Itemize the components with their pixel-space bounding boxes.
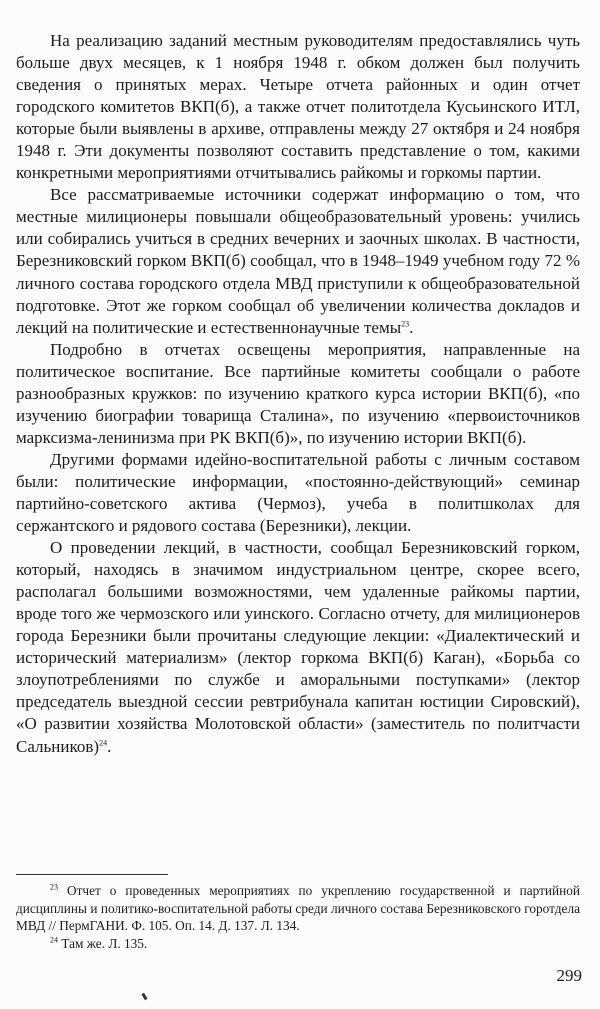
footnote-23 [16,882,580,935]
paragraph-2-end: . [409,317,414,337]
footnotes [16,874,580,952]
paragraph-2-text: Все рассматриваемые источники содержат информацию о том, что местные милиционеры повышали общеобразовательный уровень: учились или собирались учиться в средних вечерних и заочных школах. В частности, Березниковский горком ВКП(б) сообщал, что в 1948–1949 учебном году 72 % личного состава городского отдела МВД приступили к общеобразовательной подготовке. Этот же горком сообщал об увеличении количества докладов и лекций на политические и естественнонаучные темы [16,185,580,337]
paragraph-5 [16,537,580,757]
paragraph-4: Другими формами идейно-воспитательной работы с личным составом были: политические информации, «постоянно-действующий» семинар партийно-советского актива (Чермоз), учеба в политшколах для сержантского и рядового состава (Березники), лекции. [16,449,580,536]
paragraph-3: Подробно в отчетах освещены мероприятия, направленные на политическое воспитание. Все партийные комитеты сообщали о работе разнообразных кружков: по изучению краткого курса истории ВКП(б), «по изучению биографии товарища Сталина», по изучению «первоисточников марксизма-ленинизма при РК ВКП(б)», по изучению истории ВКП(б). [16,339,580,447]
footnote-24 [16,935,580,953]
footnote-23-text: Отчет о проведенных мероприятиях по укреплению государственной и партийной дисциплины и политико-воспитательной работы среди личного состава Березниковского горотдела МВД // ПермГАНИ. Ф. 105. Оп. 14. Д. 137. Л. 134. [16,883,581,933]
footnote-24-number: 24 [50,935,58,945]
paragraph-1: На реализацию заданий местным руководителям предоставлялись чуть больше двух месяцев, к 1 ноября 1948 г. обком должен был получить сведения о принятых мерах. Четыре отчета районных и один отчет городского комитетов ВКП(б), а также отчет политотдела Кусьинского ИТЛ, которые были выявлены в архиве, отправлены между 27 октября и 24 ноября 1948 г. Эти документы позволяют составить представление о том, какими конкретными мероприятиями отчитывались райкомы и горкомы партии. [16,31,580,183]
scan-mark [141,993,147,1001]
footnote-divider [16,874,168,875]
footnote-23-number: 23 [50,882,58,892]
paragraph-2 [16,184,580,338]
paragraph-5-end: . [107,736,112,756]
page-number: 299 [556,966,582,985]
main-text [16,30,580,758]
footnote-24-text: Там же. Л. 135. [61,935,148,951]
footnote-ref-24: 24 [99,737,108,747]
footnote-ref-23: 23 [401,318,410,328]
paragraph-5-text: О проведении лекций, в частности, сообщал Березниковский горком, который, находясь в значимом индустриальном центре, скорее всего, располагал большими возможностями, чем удаленные райкомы партии, вроде того же чермозского или уинского. Согласно отчету, для милиционеров города Березники были прочитаны следующие лекции: «Диалектический и исторический материализм» (лектор горкома ВКП(б) Каган), «Борьба со злоупотреблениями по службе и аморальными поступками» (лектор председатель выездной сессии ревтрибунала капитан юстиции Сировский), «О развитии хозяйства Молотовской области» (заместитель по политчасти Сальников) [16,538,580,756]
